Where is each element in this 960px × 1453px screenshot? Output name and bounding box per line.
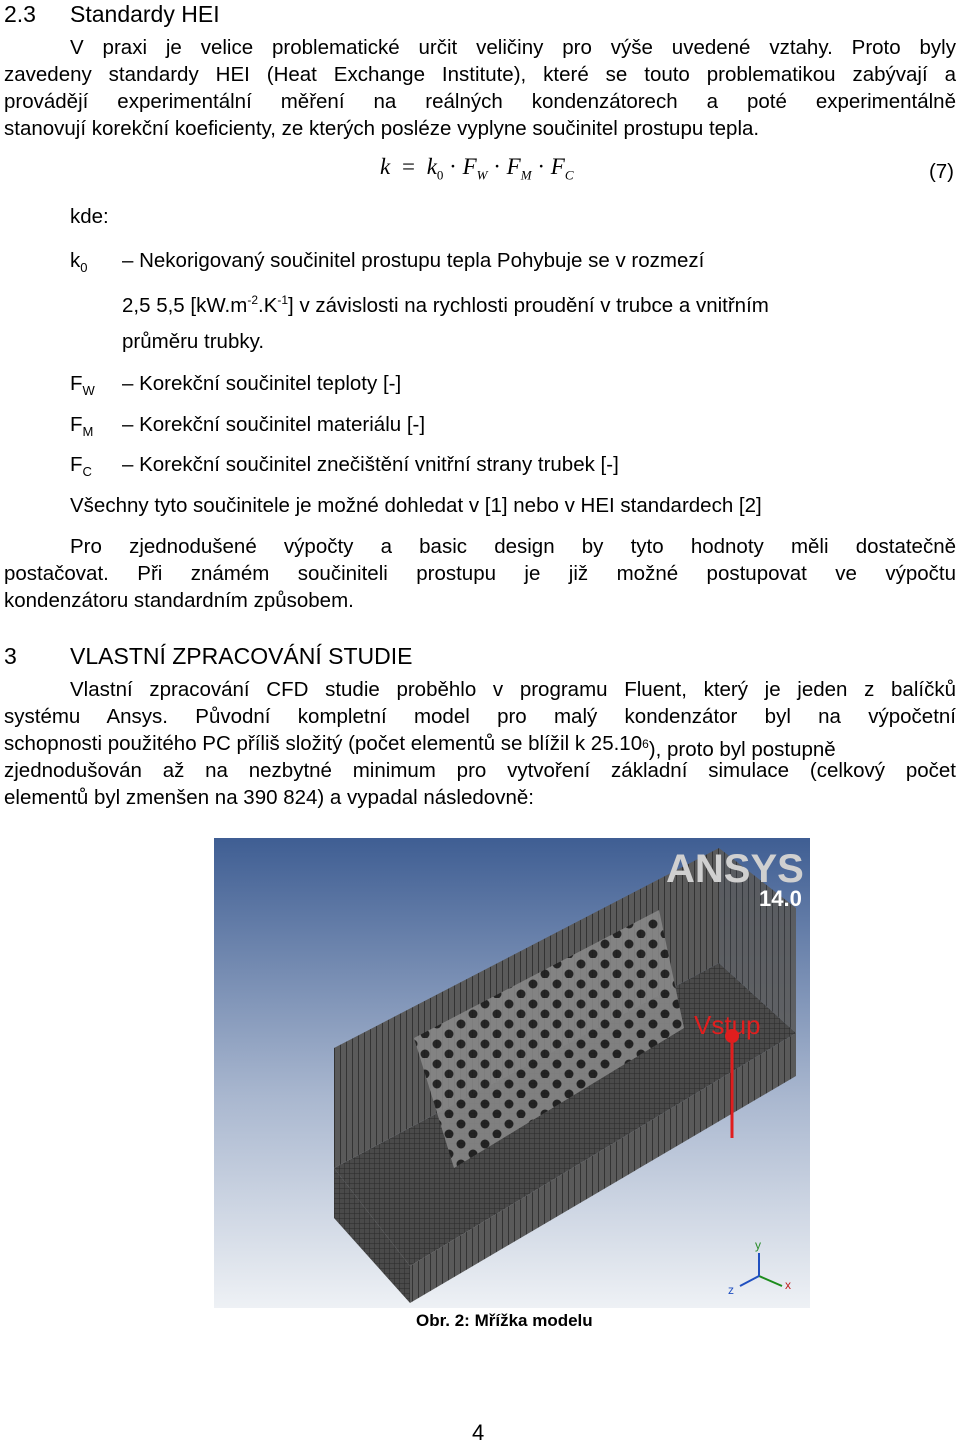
paragraph-line: kondenzátoru standardním způsobem. bbox=[4, 589, 354, 612]
equation-number: (7) bbox=[928, 160, 954, 183]
section-heading bbox=[4, 1, 220, 28]
paragraph-line: V praxi je velice problematické určit veličiny pro výše uvedené vztahy. Proto byly bbox=[70, 36, 956, 59]
section-title: Standardy HEI bbox=[70, 1, 220, 27]
formula: $k = k_0 \cdot F_W \cdot F_M \cdot F_C$ bbox=[380, 154, 574, 183]
ansys-version: 14.0 bbox=[759, 886, 802, 911]
chapter-title: VLASTNÍ ZPRACOVÁNÍ STUDIE bbox=[70, 643, 413, 669]
svg-text:x: x bbox=[785, 1278, 791, 1292]
def-text-fw: – Korekční součinitel teploty [-] bbox=[122, 372, 402, 395]
paragraph: Všechny tyto součinitele je možné dohledat v [1] nebo v HEI standardech [2] bbox=[70, 494, 762, 517]
chapter-heading bbox=[4, 643, 413, 670]
kde-label: kde: bbox=[70, 205, 109, 228]
def-text-k0-cont: průměru trubky. bbox=[122, 330, 265, 353]
paragraph-line: stanovují korekční koeficienty, ze kterých posléze vyplyne součinitel prostupu tepla. bbox=[4, 117, 760, 140]
formula-fc: F bbox=[550, 154, 565, 179]
formula-k: k bbox=[380, 154, 391, 179]
paragraph-line: zavedeny standardy HEI (Heat Exchange Institute), které se touto problematikou zabývají a bbox=[4, 63, 956, 86]
def-symbol-fm: $F_M$ bbox=[70, 413, 94, 440]
formula-equals: = bbox=[401, 154, 415, 179]
paragraph-line: Pro zjednodušené výpočty a basic design by tyto hodnoty měli dostatečně bbox=[70, 535, 956, 558]
svg-text:z: z bbox=[728, 1283, 734, 1297]
inlet-label: Vstup bbox=[694, 1010, 761, 1040]
formula-fw: F bbox=[462, 154, 477, 179]
def-symbol-fc: $F_C$ bbox=[70, 453, 92, 480]
paragraph-line: elementů byl zmenšen na 390 824) a vypadal následovně: bbox=[4, 786, 534, 809]
def-text-fm: – Korekční součinitel materiálu [-] bbox=[122, 413, 426, 436]
paragraph-line: schopnosti použitého PC příliš složitý (počet elementů se blížil k 25.10 $^6$), proto byl postupně bbox=[4, 732, 836, 761]
formula-fm: F bbox=[506, 154, 521, 179]
def-text-k0: – Nekorigovaný součinitel prostupu tepla Pohybuje se v rozmezí bbox=[122, 249, 705, 272]
mesh-figure bbox=[214, 838, 810, 1308]
def-text-k0-range: 2,5 5,5 $[kW.m^{-2}.K^{-1}]$ v závislosti na rychlosti proudění v trubce a vnitřním bbox=[122, 293, 769, 317]
paragraph-line: postačovat. Při známém součiniteli prostupu je již možné postupovat ve výpočtu bbox=[4, 562, 956, 585]
chapter-number: 3 bbox=[4, 643, 17, 669]
paragraph-line: zjednodušován až na nezbytné minimum pro vytvoření základní simulace (celkový počet bbox=[4, 759, 956, 782]
section-number: 2.3 bbox=[4, 1, 36, 27]
def-symbol-k0: $k_0$ bbox=[70, 249, 88, 276]
svg-text:y: y bbox=[755, 1238, 761, 1252]
figure-caption: Obr. 2: Mřížka modelu bbox=[416, 1311, 593, 1330]
paragraph-line: provádějí experimentální měření na reálných kondenzátorech a poté experimentálně bbox=[4, 90, 956, 113]
def-text-fc: – Korekční součinitel znečištění vnitřní strany trubek [-] bbox=[122, 453, 619, 476]
mesh-image bbox=[214, 838, 810, 1308]
ansys-logo: ANSYS bbox=[666, 847, 804, 891]
def-symbol-fw: $F_W$ bbox=[70, 372, 95, 399]
page-number: 4 bbox=[472, 1420, 485, 1445]
formula-k0: k bbox=[426, 154, 437, 179]
paragraph-line: Vlastní zpracování CFD studie proběhlo v programu Fluent, který je jeden z balíčků bbox=[70, 678, 956, 701]
paragraph-line: systému Ansys. Původní kompletní model pro malý kondenzátor byl na výpočetní bbox=[4, 705, 956, 728]
